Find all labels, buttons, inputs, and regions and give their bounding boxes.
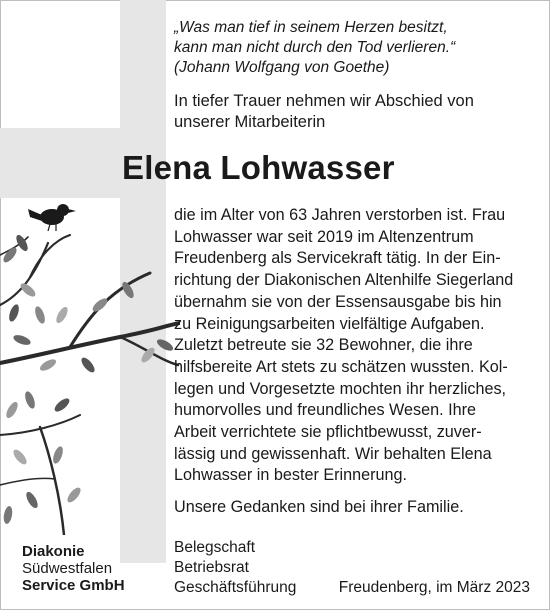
closing-sentence: Unsere Gedanken sind bei ihrer Familie.	[174, 498, 464, 516]
quote-attribution: (Johann Wolfgang von Goethe)	[174, 59, 390, 76]
logo-line-3: Service GmbH	[22, 577, 125, 594]
bird-on-branch-icon	[0, 195, 180, 535]
body-line: übernahm sie von der Essensausgabe bis hin	[174, 292, 502, 311]
quote-line: kann man nicht durch den Tod verlieren.“	[174, 39, 456, 56]
intro-text	[174, 91, 534, 133]
body-line: legen und Vorgesetzte mochten ihr herzliches,	[174, 379, 507, 398]
obituary-body	[174, 205, 539, 487]
body-line: Lohwasser war seit 2019 im Altenzentrum	[174, 227, 474, 246]
intro-line: unserer Mitarbeiterin	[174, 113, 326, 131]
place-and-date: Freudenberg, im März 2023	[338, 579, 530, 596]
deceased-name: Elena Lohwasser	[122, 149, 395, 186]
body-line: Freudenberg als Servicekraft tätig. In der Ein-	[174, 249, 501, 268]
body-line: richtung der Diakonischen Altenhilfe Siegerland	[174, 271, 514, 290]
body-line: die im Alter von 63 Jahren verstorben ist. Frau	[174, 206, 506, 224]
body-line: Arbeit verrichtete sie pflichtbewusst, zuver-	[174, 423, 482, 442]
signatory-works-council: Betriebsrat	[174, 559, 249, 576]
organization-logo	[22, 543, 125, 594]
signatories	[174, 538, 296, 598]
signatory-staff: Belegschaft	[174, 539, 255, 556]
body-line: Lohwasser in bester Erinnerung.	[174, 466, 408, 485]
logo-line-2: Südwestfalen	[22, 560, 113, 577]
quote-line: „Was man tief in seinem Herzen besitzt,	[174, 19, 448, 36]
body-line: hilfsbereite Art stets zu schätzen wussten. Kol-	[174, 357, 508, 376]
signatory-management: Geschäftsführung	[174, 579, 297, 596]
logo-line-1: Diakonie	[22, 543, 85, 560]
body-line: humorvolles und freundliches Wesen. Ihre	[174, 401, 477, 420]
body-line: Zuletzt betreute sie 32 Bewohner, die ihre	[174, 336, 473, 355]
intro-line: In tiefer Trauer nehmen wir Abschied von	[174, 92, 474, 110]
body-line: zu Reinigungsarbeiten vielfältige Aufgaben.	[174, 314, 485, 333]
body-line: lässig und gewissenhaft. Wir behalten Elena	[174, 444, 492, 463]
goethe-quote	[174, 18, 534, 78]
